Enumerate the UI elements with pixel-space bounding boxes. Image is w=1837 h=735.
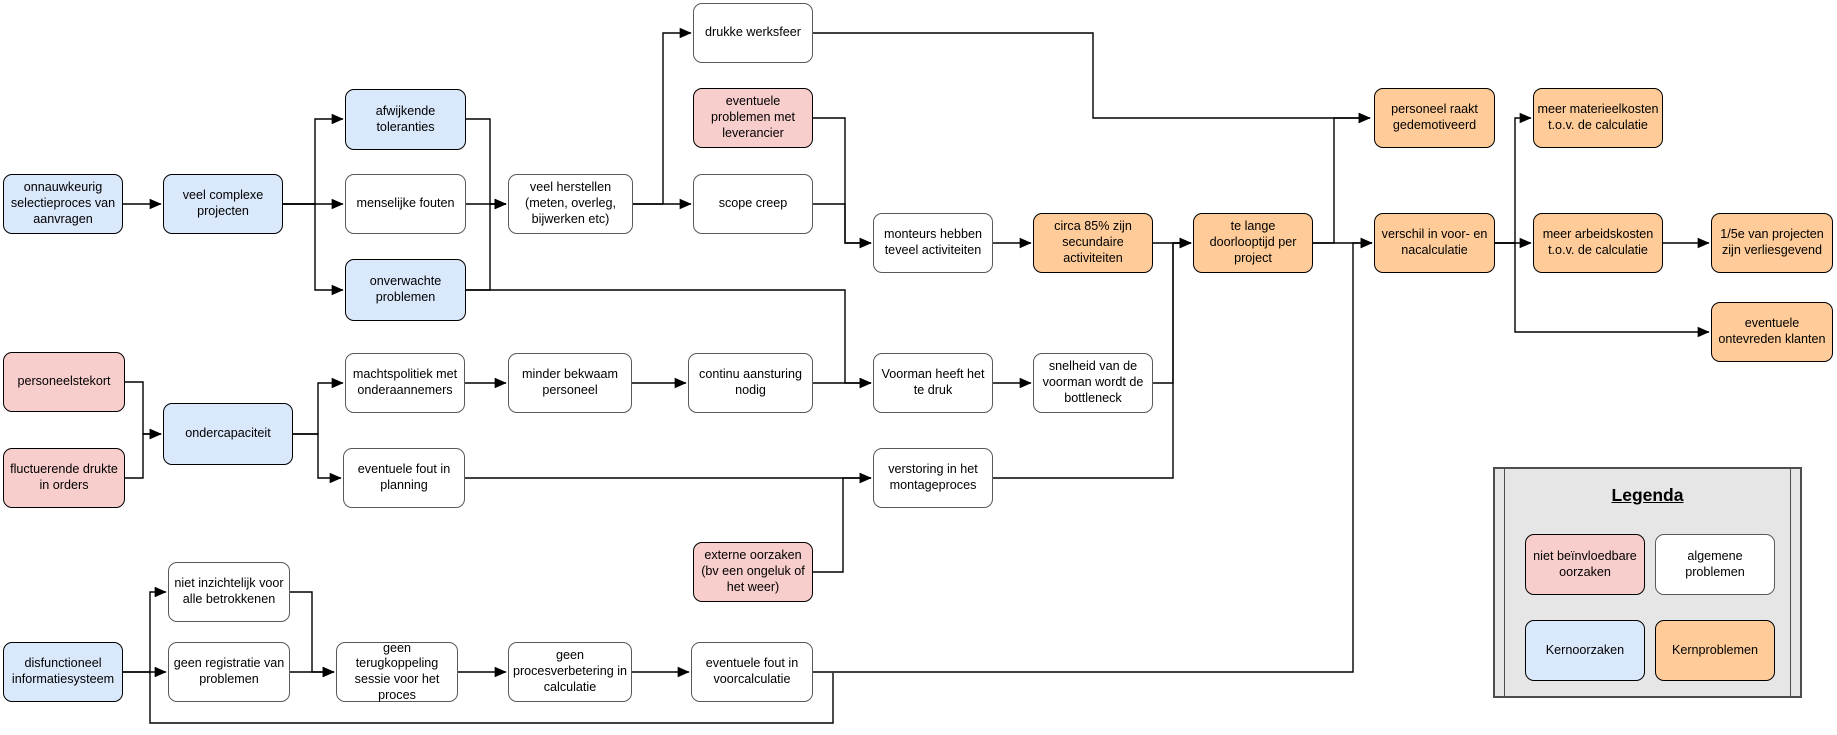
edge-verschil-voor-nacalculatie-to-meer-materieelkosten xyxy=(1495,118,1531,243)
edge-afwijkende-toleranties-to-veel-herstellen xyxy=(466,119,506,204)
node-verschil-voor-nacalculatie: verschil in voor- en nacalculatie xyxy=(1374,213,1495,273)
edge-personeelstekort-to-ondercapaciteit xyxy=(125,382,161,434)
node-afwijkende-toleranties: afwijkende toleranties xyxy=(345,89,466,150)
node-geen-procesverbetering: geen procesverbetering in calculatie xyxy=(508,642,632,702)
edge-ondercapaciteit-to-machtspolitiek-onderaannemers xyxy=(293,383,343,434)
node-snelheid-voorman-bottleneck: snelheid van de voorman wordt de bottleneck xyxy=(1033,353,1153,413)
edge-disfunctioneel-informatiesysteem-to-niet-inzichtelijk xyxy=(123,592,166,672)
node-fluctuerende-drukte: fluctuerende drukte in orders xyxy=(3,448,125,508)
node-onverwachte-problemen: onverwachte problemen xyxy=(345,259,466,321)
node-verstoring-montageproces: verstoring in het montageproces xyxy=(873,448,993,508)
node-geen-registratie: geen registratie van problemen xyxy=(168,642,290,702)
edge-veel-complexe-projecten-to-afwijkende-toleranties xyxy=(283,119,343,204)
legend-item-pink: niet beïnvloedbare oorzaken xyxy=(1525,534,1645,595)
node-personeelstekort: personeelstekort xyxy=(3,352,125,412)
node-niet-inzichtelijk: niet inzichtelijk voor alle betrokkenen xyxy=(168,562,290,622)
node-voorman-te-druk: Voorman heeft het te druk xyxy=(873,353,993,413)
node-minder-bekwaam-personeel: minder bekwaam personeel xyxy=(508,353,632,413)
edge-veel-complexe-projecten-to-onverwachte-problemen xyxy=(283,204,343,290)
legend-item-white: algemene problemen xyxy=(1655,534,1775,595)
node-geen-terugkoppeling: geen terugkoppeling sessie voor het proces xyxy=(336,642,458,702)
node-personeel-gedemotiveerd: personeel raakt gedemotiveerd xyxy=(1374,88,1495,148)
node-continu-aansturing: continu aansturing nodig xyxy=(688,353,813,413)
node-externe-oorzaken: externe oorzaken (bv een ongeluk of het weer) xyxy=(693,542,813,602)
node-veel-complexe-projecten: veel complexe projecten xyxy=(163,174,283,234)
edge-externe-oorzaken-to-verstoring-montageproces xyxy=(813,478,871,572)
node-menselijke-fouten: menselijke fouten xyxy=(345,174,466,234)
edge-scope-creep-to-monteurs-teveel-activiteiten xyxy=(813,204,871,243)
node-meer-arbeidskosten: meer arbeidskosten t.o.v. de calculatie xyxy=(1533,213,1663,273)
legend-title: Legenda xyxy=(1611,485,1684,505)
edge-te-lange-doorlooptijd-to-personeel-gedemotiveerd xyxy=(1313,118,1370,243)
legend-item-orange: Kernproblemen xyxy=(1655,620,1775,681)
node-veel-herstellen: veel herstellen (meten, overleg, bijwerken etc) xyxy=(508,174,633,234)
edge-drukke-werksfeer-to-personeel-gedemotiveerd xyxy=(813,33,1370,118)
node-fout-in-voorcalculatie: eventuele fout in voorcalculatie xyxy=(691,642,813,702)
edge-snelheid-voorman-bottleneck-to-te-lange-doorlooptijd xyxy=(1153,243,1191,383)
node-drukke-werksfeer: drukke werksfeer xyxy=(693,3,813,63)
node-scope-creep: scope creep xyxy=(693,174,813,234)
node-onnauwkeurig-selectieproces: onnauwkeurig selectieproces van aanvragen xyxy=(3,174,123,234)
node-projecten-verliesgevend: 1/5e van projecten zijn verliesgevend xyxy=(1711,213,1833,273)
edge-ondercapaciteit-to-fout-in-planning xyxy=(293,434,341,478)
node-monteurs-teveel-activiteiten: monteurs hebben teveel activiteiten xyxy=(873,213,993,273)
node-meer-materieelkosten: meer materieelkosten t.o.v. de calculatie xyxy=(1533,88,1663,148)
edge-fluctuerende-drukte-to-ondercapaciteit xyxy=(125,434,161,478)
node-problemen-met-leverancier: eventuele problemen met leverancier xyxy=(693,88,813,148)
edge-problemen-met-leverancier-to-monteurs-teveel-activiteiten xyxy=(813,118,871,243)
node-ontevreden-klanten: eventuele ontevreden klanten xyxy=(1711,302,1833,362)
legend-item-blue: Kernoorzaken xyxy=(1525,620,1645,681)
node-machtspolitiek-onderaannemers: machtspolitiek met onderaannemers xyxy=(345,353,465,413)
legend-panel xyxy=(1493,467,1802,698)
edge-veel-herstellen-to-drukke-werksfeer xyxy=(633,33,691,204)
edge-niet-inzichtelijk-to-geen-terugkoppeling xyxy=(290,592,334,672)
edge-onverwachte-problemen-to-veel-herstellen xyxy=(466,204,506,290)
node-fout-in-planning: eventuele fout in planning xyxy=(343,448,465,508)
node-ondercapaciteit: ondercapaciteit xyxy=(163,403,293,465)
node-disfunctioneel-informatiesysteem: disfunctioneel informatiesysteem xyxy=(3,642,123,702)
node-te-lange-doorlooptijd: te lange doorlooptijd per project xyxy=(1193,213,1313,273)
node-circa-85-secundaire: circa 85% zijn secundaire activiteiten xyxy=(1033,213,1153,273)
